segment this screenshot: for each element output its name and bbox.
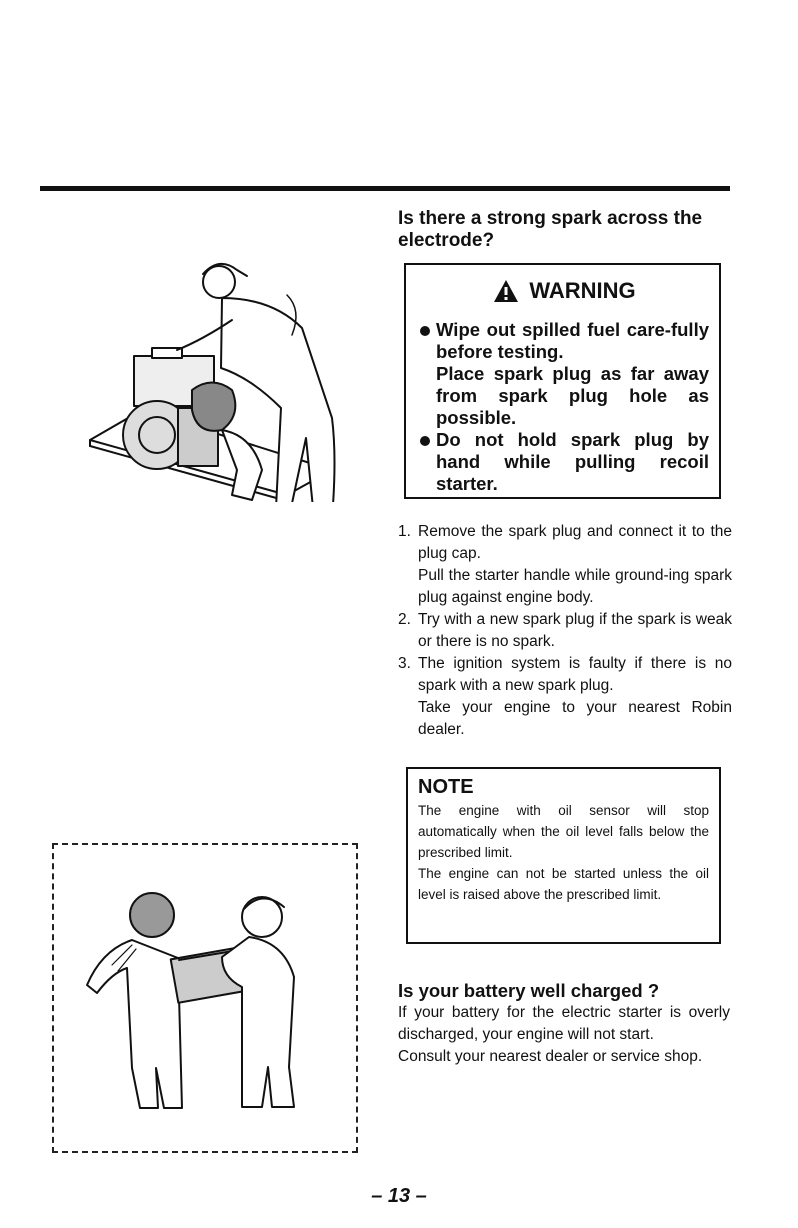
step-extra: Pull the starter handle while ground-ing spark plug against engine body. [418, 567, 732, 606]
battery-illustration-frame [52, 843, 358, 1153]
note-paragraph: The engine with oil sensor will stop automatically when the oil level falls below the prescribed limit. [418, 803, 709, 860]
warning-title-row [420, 273, 709, 309]
note-title: NOTE [418, 776, 474, 798]
warning-line: Do not hold spark plug by hand while pulling recoil starter. [436, 429, 709, 494]
step-number: 3. [398, 655, 411, 672]
battery-paragraph: If your battery for the electric starter is overly discharged, your engine will not start. [398, 1004, 730, 1043]
step-text: Remove the spark plug and connect it to the plug cap. [418, 523, 732, 562]
spark-test-illustration [82, 240, 354, 502]
battery-paragraph: Consult your nearest dealer or service shop. [398, 1048, 703, 1065]
note-paragraph: The engine can not be started unless the oil level is raised above the prescribed limit. [418, 866, 709, 902]
spark-heading: Is there a strong spark across the electrode? [398, 208, 703, 251]
step-extra: Take your engine to your nearest Robin dealer. [418, 699, 732, 738]
battery-illustration [84, 885, 334, 1121]
warning-triangle-icon [493, 279, 519, 303]
battery-text [398, 1002, 730, 1068]
warning-title: WARNING [529, 278, 636, 303]
warning-line: Place spark plug as far away from spark plug hole as possible. [436, 363, 709, 428]
step-item [398, 653, 732, 741]
warning-item [420, 319, 709, 429]
page-number: – 13 – [371, 1185, 427, 1207]
step-text: The ignition system is faulty if there is no spark with a new spark plug. [418, 655, 732, 694]
procedure-steps [398, 521, 732, 741]
step-number: 2. [398, 611, 411, 628]
warning-item [420, 429, 709, 495]
warning-box [404, 263, 721, 499]
warning-list [420, 319, 709, 495]
step-text: Try with a new spark plug if the spark is weak or there is no spark. [418, 611, 732, 650]
top-rule [40, 186, 730, 191]
warning-line: Wipe out spilled fuel care-fully before testing. [436, 319, 709, 362]
step-item [398, 521, 732, 609]
note-box [406, 767, 721, 944]
battery-heading: Is your battery well charged ? [398, 980, 660, 1001]
step-number: 1. [398, 523, 411, 540]
step-item [398, 609, 732, 653]
